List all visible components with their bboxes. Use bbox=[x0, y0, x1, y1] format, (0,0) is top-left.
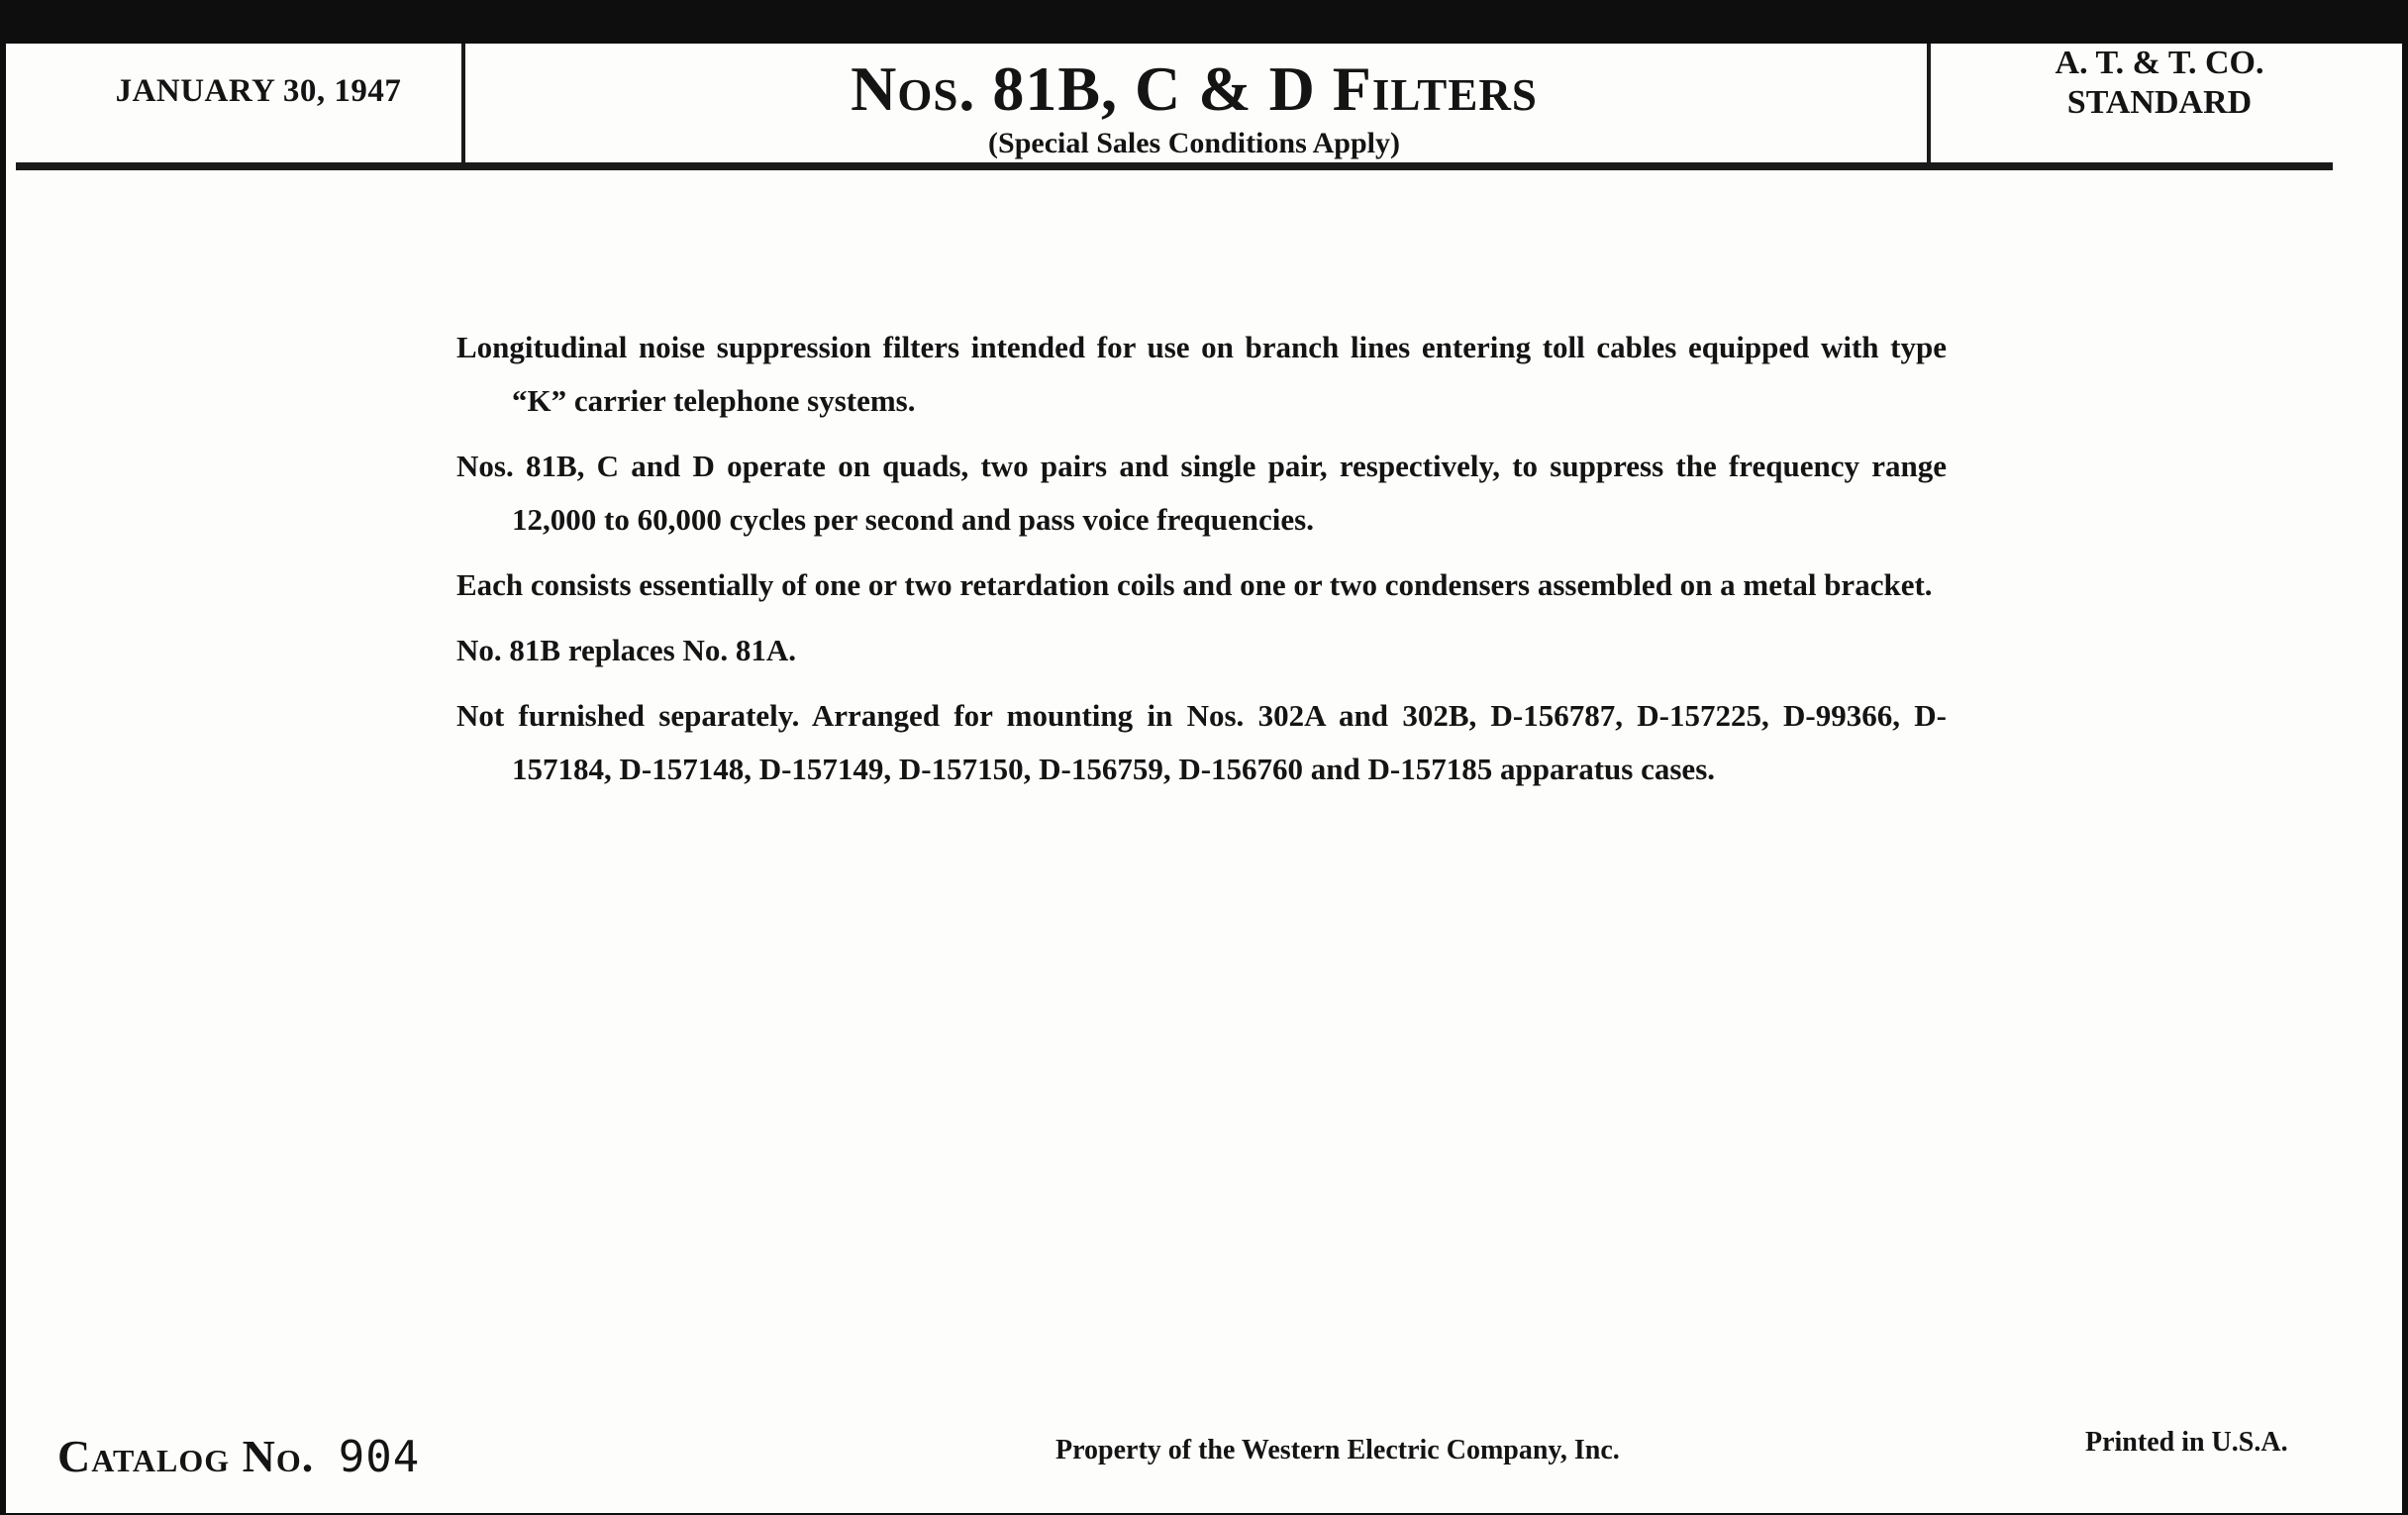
card-header bbox=[6, 44, 2382, 168]
standard-label: STANDARD bbox=[2066, 84, 2253, 121]
printed-notice: Printed in U.S.A. bbox=[2085, 1427, 2288, 1458]
header-divider-right bbox=[1927, 44, 1931, 168]
title-block bbox=[471, 48, 1917, 160]
catalog-number: 904 bbox=[338, 1432, 421, 1482]
catalog-number-block bbox=[57, 1430, 420, 1482]
page-subtitle: (Special Sales Conditions Apply) bbox=[988, 127, 1400, 159]
issue-date: JANUARY 30, 1947 bbox=[115, 73, 402, 109]
catalog-card bbox=[6, 44, 2402, 1513]
description-body bbox=[456, 321, 1947, 808]
paragraph-operation: Nos. 81B, C and D operate on quads, two pairs and single pair, respectively, to suppress the frequency range 12,000 to 60,000 cycles per second and pass voice frequencies. bbox=[456, 449, 1947, 537]
paragraph-mounting: Not furnished separately. Arranged for mounting in Nos. 302A and 302B, D-156787, D-157225, D-99366, D-157184, D-157148, D-157149, D-157150, D-156759, D-156760 and D-157185 apparatus cases. bbox=[456, 698, 1947, 786]
header-rule bbox=[16, 162, 2333, 170]
paragraph-purpose: Longitudinal noise suppression filters intended for use on branch lines entering toll cables equipped with type “K” carrier telephone systems. bbox=[456, 330, 1947, 418]
property-notice: Property of the Western Electric Company, Inc. bbox=[1055, 1435, 1620, 1465]
paragraph-construction: Each consists essentially of one or two retardation coils and one or two condensers assembled on a metal bracket. bbox=[456, 567, 1933, 602]
standard-company: A. T. & T. CO. bbox=[2055, 45, 2264, 81]
paragraph-replacement: No. 81B replaces No. 81A. bbox=[456, 633, 796, 667]
page-title: Nos. 81B, C & D Filters bbox=[851, 53, 1538, 124]
standard-block bbox=[1942, 44, 2377, 123]
header-divider-left bbox=[461, 44, 465, 168]
catalog-label: Catalog No. bbox=[57, 1431, 315, 1481]
